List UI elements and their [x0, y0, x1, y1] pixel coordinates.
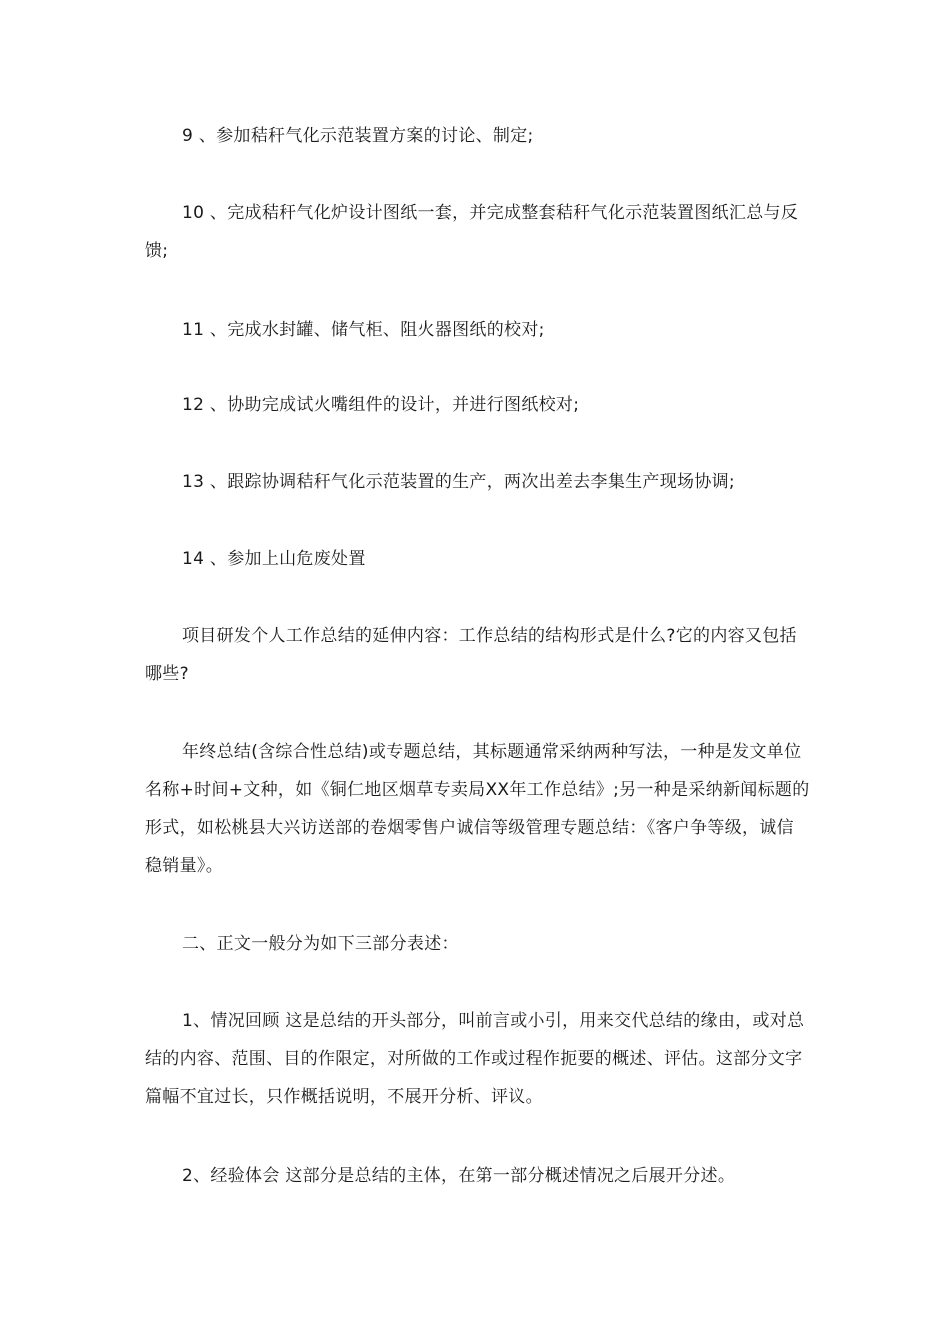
paragraph-text: 2、经验体会 这部分是总结的主体，在第一部分概述情况之后展开分述。: [182, 1166, 736, 1186]
paragraph-section-two-heading: [145, 925, 810, 963]
paragraph-item-9: [145, 117, 810, 155]
paragraph-text: 10 、完成秸秆气化炉设计图纸一套，并完成整套秸秆气化示范装置图纸汇总与反馈;: [145, 203, 799, 261]
paragraph-situation-review: [145, 1002, 810, 1116]
paragraph-text: 13 、跟踪协调秸秆气化示范装置的生产，两次出差去李集生产现场协调;: [182, 472, 735, 492]
paragraph-text: 12 、协助完成试火嘴组件的设计，并进行图纸校对;: [182, 395, 580, 415]
paragraph-text: 9 、参加秸秆气化示范装置方案的讨论、制定;: [182, 126, 534, 146]
paragraph-extension-intro: [145, 617, 810, 693]
paragraph-text: 14 、参加上山危废处置: [182, 549, 366, 569]
paragraph-item-11: [145, 311, 810, 349]
paragraph-title-methods: [145, 733, 810, 885]
paragraph-text: 二、正文一般分为如下三部分表述：: [182, 934, 459, 954]
paragraph-text: 项目研发个人工作总结的延伸内容：工作总结的结构形式是什么?它的内容又包括哪些?: [145, 626, 797, 684]
paragraph-item-13: [145, 463, 810, 501]
paragraph-item-14: [145, 540, 810, 578]
paragraph-item-10: [145, 194, 810, 270]
paragraph-item-12: [145, 386, 810, 424]
paragraph-text: 年终总结(含综合性总结)或专题总结，其标题通常采纳两种写法，一种是发文单位名称+时间+文种，如《铜仁地区烟草专卖局XX年工作总结》;另一种是采纳新闻标题的形式，如松桃县大兴访送部的卷烟零售户诚信等级管理专题总结：《客户争等级，诚信稳销量》。: [145, 742, 810, 876]
paragraph-text: 11 、完成水封罐、储气柜、阻火器图纸的校对;: [182, 320, 545, 340]
paragraph-experience: [145, 1157, 810, 1195]
paragraph-text: 1、情况回顾 这是总结的开头部分，叫前言或小引，用来交代总结的缘由，或对总结的内容、范围、目的作限定，对所做的工作或过程作扼要的概述、评估。这部分文字篇幅不宜过长，只作概括说明，不展开分析、评议。: [145, 1011, 805, 1107]
